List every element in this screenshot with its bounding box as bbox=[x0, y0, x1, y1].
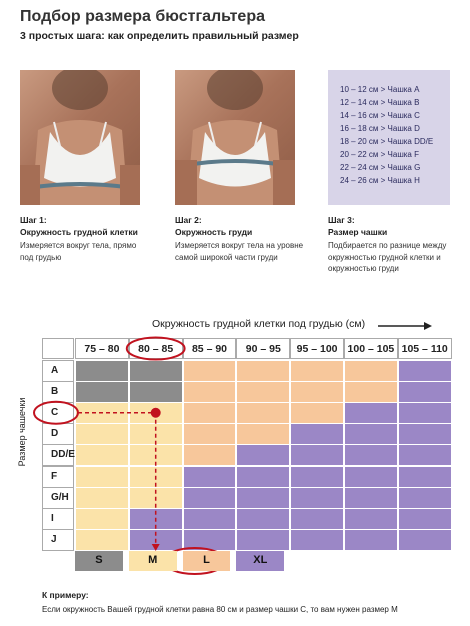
step-3-description: Подбирается по разнице между окружностью грудной клетки и окружностью груди bbox=[328, 241, 447, 273]
cup-row: 18 – 20 см > Чашка DD/E bbox=[340, 137, 434, 146]
cup-row: 14 – 16 см > Чашка С bbox=[340, 111, 420, 120]
column-header: 100 – 105 bbox=[344, 338, 398, 359]
page-subtitle: 3 простых шага: как определить правильный размер bbox=[20, 30, 299, 42]
cup-row: 22 – 24 см > Чашка G bbox=[340, 163, 421, 172]
row-label: F bbox=[42, 466, 74, 488]
row-highlight-ring bbox=[34, 402, 78, 424]
row-label: I bbox=[42, 508, 74, 530]
column-header: 105 – 110 bbox=[398, 338, 452, 359]
step-2-number: Шаг 2: bbox=[175, 215, 202, 225]
page-title: Подбор размера бюстгальтера bbox=[20, 8, 265, 25]
cup-row: 12 – 14 см > Чашка В bbox=[340, 98, 420, 107]
step-3-heading: Размер чашки bbox=[328, 227, 388, 237]
cup-row: 24 – 26 см > Чашка H bbox=[340, 176, 420, 185]
column-header: 90 – 95 bbox=[236, 338, 290, 359]
row-label: DD/E bbox=[42, 444, 74, 466]
step-3-number: Шаг 3: bbox=[328, 215, 355, 225]
step-1-number: Шаг 1: bbox=[20, 215, 47, 225]
chart-x-title: Окружность грудной клетки под грудью (см) bbox=[152, 318, 366, 330]
step-1-heading: Окружность грудной клетки bbox=[20, 227, 138, 237]
intersection-dot bbox=[151, 408, 161, 418]
step-1-description: Измеряется вокруг тела, прямо под грудью bbox=[20, 241, 137, 262]
example-text: Если окружность Вашей грудной клетки равна 80 см и размер чашки С, то вам нужен размер М bbox=[42, 605, 398, 614]
size-legend-s: S bbox=[75, 551, 123, 571]
column-header: 75 – 80 bbox=[75, 338, 129, 359]
step-2-heading: Окружность груди bbox=[175, 227, 253, 237]
row-label: J bbox=[42, 529, 74, 551]
row-label: C bbox=[42, 402, 74, 424]
row-label: B bbox=[42, 381, 74, 403]
guide-arrow-icon bbox=[152, 544, 160, 551]
column-header: 80 – 85 bbox=[129, 338, 183, 359]
size-legend-l: L bbox=[183, 551, 231, 571]
cup-row: 20 – 22 см > Чашка F bbox=[340, 150, 419, 159]
row-label: A bbox=[42, 360, 74, 382]
column-header: 85 – 90 bbox=[183, 338, 237, 359]
column-highlight-ring bbox=[127, 338, 185, 360]
example-title: К примеру: bbox=[42, 590, 89, 600]
row-label: G/H bbox=[42, 487, 74, 509]
cup-row: 10 – 12 см > Чашка А bbox=[340, 85, 420, 94]
step-2-description: Измеряется вокруг тела на уровне самой широкой части груди bbox=[175, 241, 304, 262]
size-legend-m: M bbox=[129, 551, 177, 571]
chart-y-title: Размер чашечки bbox=[17, 397, 27, 467]
column-header: 95 – 100 bbox=[290, 338, 344, 359]
cup-row: 16 – 18 см > Чашка D bbox=[340, 124, 420, 133]
size-legend-xl: XL bbox=[236, 551, 284, 571]
row-label: D bbox=[42, 423, 74, 445]
